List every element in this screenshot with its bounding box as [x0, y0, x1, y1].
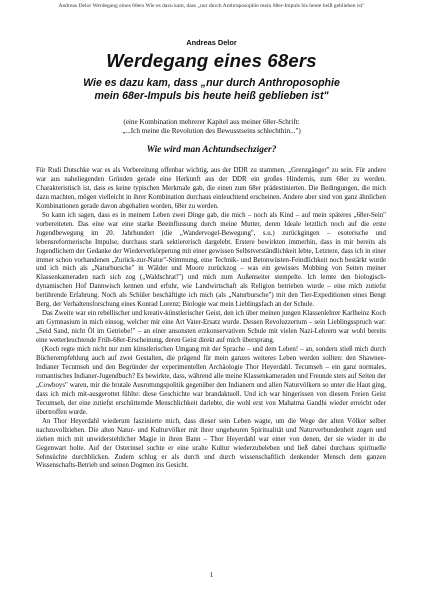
subtitle-line-2: mein 68er-Impuls bis heute heiß geblieben ist" — [94, 89, 329, 102]
subtitle-line-1: Wie es dazu kam, dass „nur durch Anthroposophie — [83, 77, 340, 89]
paragraph: An Thor Heyerdahl wiederum faszinierte mich, dass dieser sein Leben wagte, um die Wege der alten Völker selber nachzuvollziehen. Die alten Natur- und Kulturvölker mit ihrer ungeheuren Spiritualität und Naturverbundenheit zogen und ziehen mich mit unwiderstehlicher Magie in ihren Bann – Thor Heyerdahl war einer von denen, der sie wieder in die Gegenwart holte. Auf der Osterinsel suchte er eine uralte Kultur wiederzubeleben und ließ dabei durchaus spirituelle Sehnsüchte durchblicken. Zudem schlug er als durch und durch wissenschaftlich denkender Mensch dem ganzen Wissenschafts-Betrieb und seinen Dogmen ins Gesicht. — [36, 417, 386, 470]
paragraph: So kann ich sagen, dass es in meinem Leben zwei Dinge gab, die mich – noch als Kind – auf mein späteres „68er-Sein" vorbereiteten. Das eine war eine starke Beeinflussung durch meine Mutter, deren Ideale letztlich noch auf die erste Jugendbewegung im 20. Jahrhundert (die „Wandervogel-Bewegung", s.u.) zurückgingen – esoterische und lebensreformerische Impulse, durchaus stark sektiererisch dargelebt. Erstere bewirkten immerhin, dass in mir bereits als Jugendlichem der Gedanke der Wiederverkörperung mit einer gewissen Selbstverständlichkeit lebte, Letztere, dass ich in einer immer schon vorhandenen „Zurück-zur-Natur"-Stimmung, eine Technik- und Betonwüsten-Feindlichkeit noch bestärkt wurde und ich mich als „Naturbursche" in Wälder und Moore zurückzog – was ein gewisses Mobbing von Seiten meiner Klassenkameraden nach sich zog („Waldschrat!") und mich zum Außenseiter stempelte. Ich lernte den biologisch-dynamischen Hof Dannwisch kennen und erfuhr, wie Landwirtschaft als Religion betrieben wurde – eine mich zutiefst berührende Erfahrung. Noch als Schüler beschäftigte ich mich (als „Naturbursche") mit den Tier-Expeditionen eines Bengt Berg, der Verhaltensforschung eines Konrad Lorenz; Biologie war mein Lieblingsfach an der Schule. — [36, 211, 386, 309]
page-number: 1 — [209, 572, 214, 579]
source-note-line-1: (eine Kombination mehrerer Kapitel aus meiner 68er-Schrift: — [123, 118, 300, 126]
paragraph: (Koch regte mich nicht nur zum künstlerischen Umgang mit der Sprache – und dem Leben! – an, sondern stieß mich durch Bücherempfehlung auch auf zwei Gestalten, die prägend für mein ganzes weiteres Leben werden sollten: den Shawnee-Indianer Tecumseh und den Begründer der experimentellen Archäologie Thor Heyerdahl. Tecumseh – ein ganz normales, romantisches Indianer-Jugendbuch? Es bewirkte, dass, während alle meine Klassenkameraden und Freunde stets auf Seiten der „Cowboys" waren, mir die brutale Ausrottungspolitik gegenüber den Indianern und allen Naturvölkern so unter die Haut ging, dass ich mich mit-ausgerottet fühlte: diese Geschichte war brandaktuell. Und ich war hingerissen von diesem Freien Geist Tecumseh, der eine zutiefst erschütternde Menschlichkeit darlebte, die wohl erst von Mahatma Gandhi wieder erreicht oder übertroffen wurde. — [36, 346, 386, 416]
paragraph: Das Zweite war ein rebellischer und kreativ-künstlerischer Geist, den ich über meinen jungen Klassenlehrer Karlheinz Koch am Gymnasium in mich einsog, welcher mir eine Art Vater-Ersatz wurde. Dessen Revoluzzertum – sein Lieblingsspruch war: „Seid Sand, nicht Öl im Getriebe!" – an einer ansonsten erzkonservativen Schule mit vielen Nazi-Lehrern war wohl bereits eine wetterleuchtende Früh-68er-Erscheinung, deren Geist direkt auf mich übersprang. — [36, 310, 386, 345]
paragraph: Für Rudi Dutschke war es als Vorbereitung offenbar wichtig, aus der DDR zu stammen, „Grenzgänger" zu sein. Für andere war aus naheliegenden Gründen gerade eine Herkunft aus der DDR ein großes Hindernis, zum 68er zu werden. Charakteristisch ist, dass es keine typischen Merkmale gab, die einen zum 68er prädestinierten. Die Bedingungen, die mich dazu machten, mögen vielleicht in ihrer Kombination durchaus einleuchtend erscheinen. Andere aber sind von ganz ähnlichen Kombinationen gerade davon abgehalten worden, 68er zu werden. — [36, 167, 386, 210]
section-heading: Wie wird man Achtundsechziger? — [146, 145, 277, 155]
document-title: Werdegang eines 68ers — [106, 50, 317, 71]
author-name: Andreas Delor — [186, 38, 237, 47]
body-text — [36, 167, 386, 471]
running-header: Andreas Delor Werdegang eines 68ers Wie es dazu kam, dass „nur durch Anthroposophie mein 68er-Impuls bis heute heiß geblieben ist" — [58, 3, 365, 9]
source-note-line-2: „...Ich meine die Revolution des Bewusstseins schlechthin...") — [122, 126, 301, 135]
document-subtitle — [30, 77, 393, 103]
source-note — [40, 118, 383, 135]
